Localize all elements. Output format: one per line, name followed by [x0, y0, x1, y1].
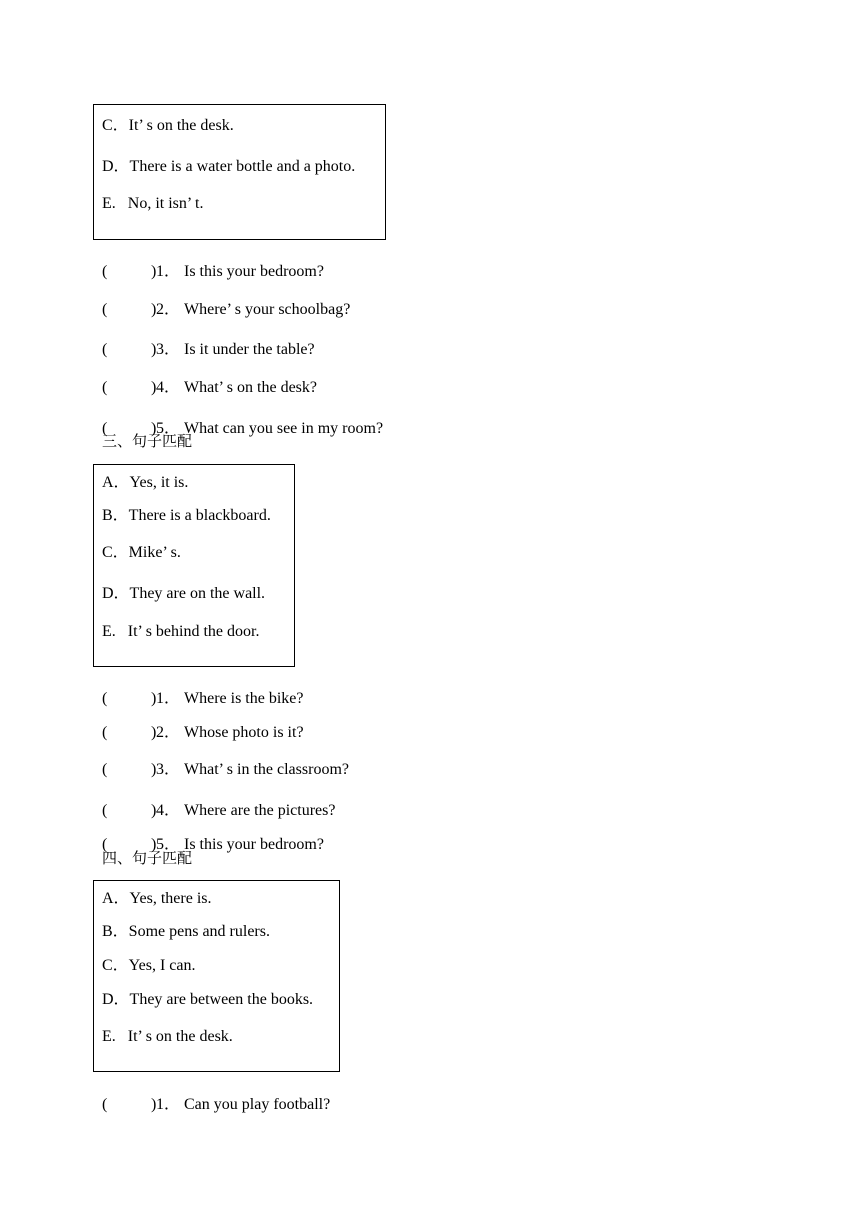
option-b: B．Some pens and rulers.	[102, 923, 270, 940]
option-c: C．Yes, I can.	[102, 957, 196, 974]
answer-blank-open[interactable]: (	[102, 761, 108, 778]
question-text: What’ s in the classroom?	[184, 761, 349, 778]
question-row	[102, 1075, 331, 1115]
answer-blank-open[interactable]: (	[102, 1096, 108, 1113]
question-number: 4．	[156, 379, 181, 396]
question-row	[102, 242, 324, 282]
question-text: Is this your bedroom?	[184, 263, 324, 280]
question-text: Where’ s your schoolbag?	[184, 301, 351, 318]
question-row	[102, 358, 317, 398]
question-number: 3．	[156, 341, 181, 358]
option-d: D．They are on the wall.	[102, 585, 266, 602]
answer-blank-close: )	[151, 724, 157, 741]
question-text: Where is the bike?	[184, 690, 304, 707]
question-number: 1．	[156, 1096, 181, 1113]
option-d: D．They are between the books.	[102, 991, 314, 1008]
question-text: Is this your bedroom?	[184, 836, 324, 853]
answer-blank-close: )	[151, 802, 157, 819]
question-text: Can you play football?	[184, 1096, 331, 1113]
answer-blank-close: )	[151, 1096, 157, 1113]
question-number: 1．	[156, 263, 181, 280]
question-number: 4．	[156, 802, 181, 819]
option-e: E. It’ s on the desk.	[102, 1028, 233, 1045]
question-number: 2．	[156, 301, 181, 318]
question-row	[102, 280, 351, 320]
question-number: 1．	[156, 690, 181, 707]
answer-blank-open[interactable]: (	[102, 341, 108, 358]
question-number: 2．	[156, 724, 181, 741]
question-row	[102, 740, 349, 780]
answer-blank-close: )	[151, 301, 157, 318]
question-row	[102, 703, 304, 743]
answer-blank-open[interactable]: (	[102, 379, 108, 396]
answer-blank-open[interactable]: (	[102, 724, 108, 741]
answer-blank-close: )	[151, 836, 157, 853]
answer-blank-open[interactable]: (	[102, 263, 108, 280]
question-text: Whose photo is it?	[184, 724, 304, 741]
option-e: E. No, it isn’ t.	[102, 195, 204, 212]
question-row	[102, 320, 315, 360]
option-c: C．Mike’ s.	[102, 544, 181, 561]
answer-blank-open[interactable]: (	[102, 802, 108, 819]
answer-blank-close: )	[151, 379, 157, 396]
answer-blank-close: )	[151, 761, 157, 778]
option-e: E. It’ s behind the door.	[102, 623, 260, 640]
answer-blank-close: )	[151, 263, 157, 280]
question-text: What’ s on the desk?	[184, 379, 317, 396]
option-a: A．Yes, there is.	[102, 890, 212, 907]
question-number: 5．	[156, 420, 181, 437]
answer-blank-close: )	[151, 341, 157, 358]
answer-blank-close: )	[151, 690, 157, 707]
section-heading: 三、句子匹配	[102, 432, 193, 450]
answer-blank-open[interactable]: (	[102, 690, 108, 707]
answer-blank-open[interactable]: (	[102, 420, 108, 437]
option-b: B．There is a blackboard.	[102, 507, 271, 524]
question-number: 3．	[156, 761, 181, 778]
option-c: C．It’ s on the desk.	[102, 117, 234, 134]
option-d: D．There is a water bottle and a photo.	[102, 158, 356, 175]
question-text: What can you see in my room?	[184, 420, 384, 437]
section-heading: 四、句子匹配	[102, 849, 193, 867]
answer-blank-open[interactable]: (	[102, 836, 108, 853]
option-a: A．Yes, it is.	[102, 474, 189, 491]
answer-blank-open[interactable]: (	[102, 301, 108, 318]
question-text: Is it under the table?	[184, 341, 315, 358]
question-number: 5．	[156, 836, 181, 853]
answer-blank-close: )	[151, 420, 157, 437]
question-text: Where are the pictures?	[184, 802, 336, 819]
